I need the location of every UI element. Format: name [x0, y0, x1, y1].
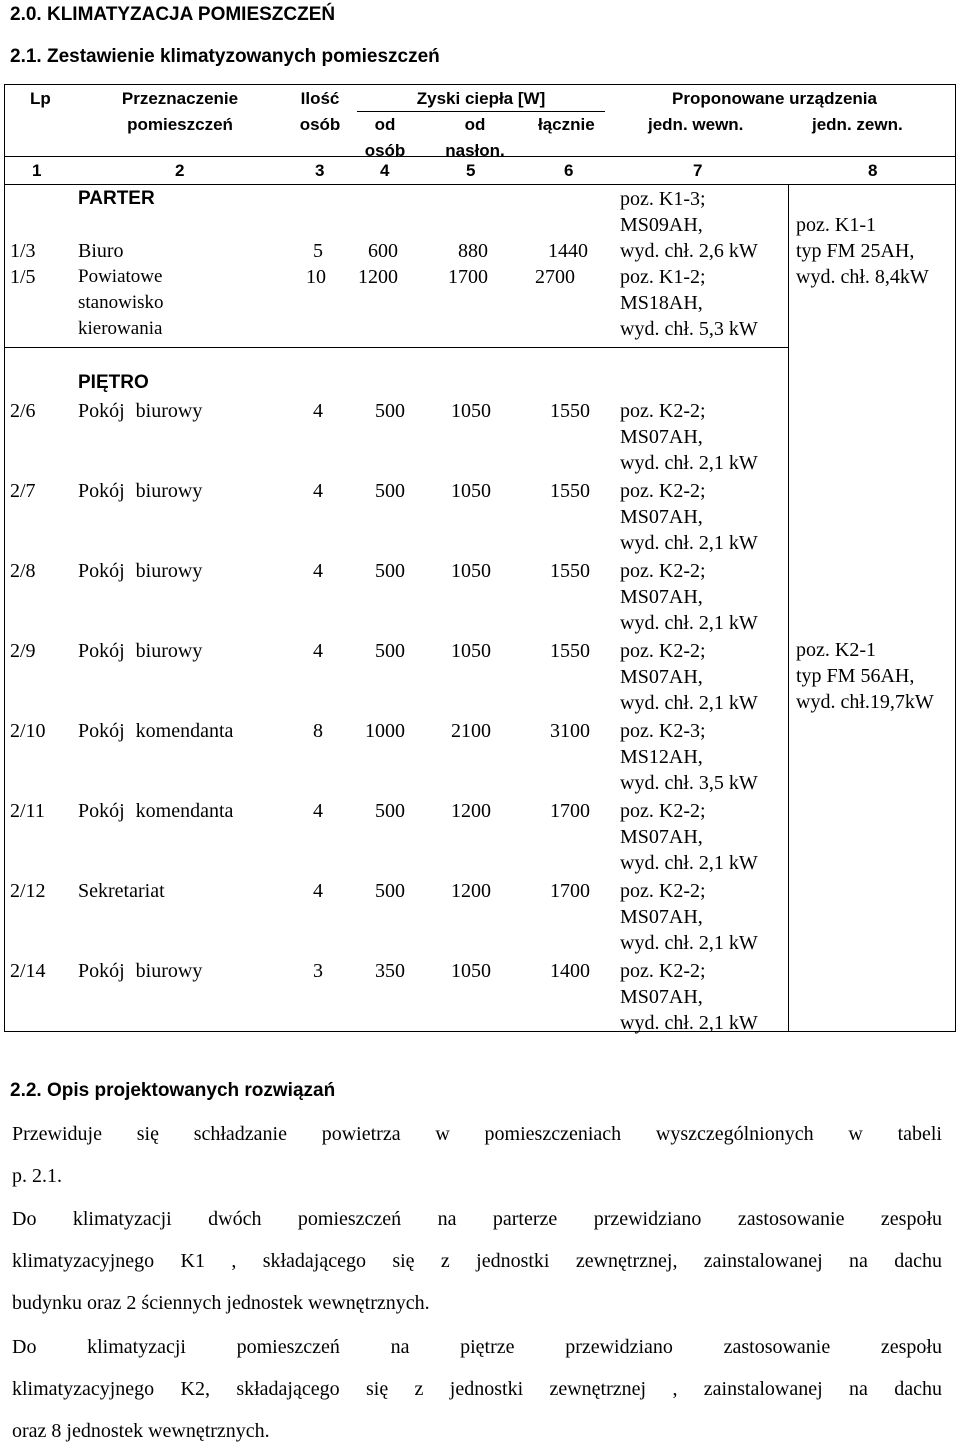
row-lp: 2/14 [10, 960, 46, 982]
row-lp: 2/11 [10, 800, 45, 822]
paragraph-line: p. 2.1. [12, 1165, 62, 1187]
row-wewn [620, 264, 758, 342]
wewn-line1: poz. K2-2; [620, 400, 706, 422]
row-osob: 4 [313, 480, 323, 502]
wewn-line2: MS07AH, [620, 506, 703, 528]
heading-opis: 2.2. Opis projektowanych rozwiązań [10, 1080, 336, 1101]
header-od-osob-line1: od [374, 115, 396, 134]
header-od-naslon-line1: od [464, 115, 486, 134]
wewn-line3: wyd. chł. 2,1 kW [620, 852, 758, 874]
parter-outdoor-unit [796, 212, 929, 290]
row-name: Biuro [78, 240, 124, 262]
row-naslon: 1200 [451, 880, 491, 902]
row-od-osob: 500 [375, 800, 405, 822]
row-lp: 1/3 [10, 240, 36, 262]
row-wewn [620, 798, 758, 876]
row-lacznie: 1550 [550, 560, 590, 582]
row-naslon: 1200 [451, 800, 491, 822]
section-pietro: PIĘTRO [78, 372, 149, 393]
header-lacznie: łącznie [538, 115, 595, 134]
row-osob: 4 [313, 880, 323, 902]
row-lacznie: 2700 [535, 266, 575, 288]
header-lp: Lp [30, 89, 51, 108]
wewn-line3: wyd. chł. 2,1 kW [620, 692, 758, 714]
row-naslon: 1050 [451, 640, 491, 662]
row-osob: 3 [313, 960, 323, 982]
row-lacznie: 3100 [550, 720, 590, 742]
pietro-outdoor-unit [796, 637, 934, 715]
paragraph-line: Przewiduje się schładzanie powietrza w pomieszczeniach wyszczególnionych w tabeli [12, 1123, 942, 1145]
column-number-8: 8 [868, 161, 878, 180]
column-divider-zewn [788, 184, 789, 1032]
wewn-line2: MS12AH, [620, 746, 703, 768]
wewn-line1: poz. K2-2; [620, 800, 706, 822]
row-name: Pokój biurowy [78, 480, 203, 502]
header-ilosc [290, 86, 350, 138]
row-lp: 2/9 [10, 640, 36, 662]
header-jedn-zewn: jedn. zewn. [812, 115, 903, 134]
wewn-line2: MS07AH, [620, 666, 703, 688]
row-od-osob: 350 [375, 960, 405, 982]
wewn-line2: MS09AH, [620, 214, 703, 236]
section-parter: PARTER [78, 188, 155, 209]
paragraph-3 [12, 1326, 942, 1452]
row-osob: 4 [313, 560, 323, 582]
wewn-line3: wyd. chł. 5,3 kW [620, 318, 758, 340]
zewn-line1: poz. K1-1 [796, 214, 876, 236]
row-od-osob: 1200 [358, 266, 398, 288]
wewn-line3: wyd. chł. 2,1 kW [620, 932, 758, 954]
wewn-line2: MS18AH, [620, 292, 703, 314]
header-ilosc-line1: Ilość [300, 89, 340, 108]
header-przeznaczenie [100, 86, 260, 138]
row-osob: 4 [313, 640, 323, 662]
row-naslon: 1700 [448, 266, 488, 288]
wewn-line2: MS07AH, [620, 826, 703, 848]
paragraph-line: Do klimatyzacji dwóch pomieszczeń na parterze przewidziano zastosowanie zespołu [12, 1208, 942, 1230]
wewn-line3: wyd. chł. 2,1 kW [620, 532, 758, 554]
table-border-top [4, 84, 956, 85]
row-name: Pokój biurowy [78, 640, 203, 662]
row-name [78, 264, 164, 342]
column-number-3: 3 [315, 161, 325, 180]
row-name: Sekretariat [78, 880, 165, 902]
row-wewn [620, 558, 758, 636]
wewn-line2: MS07AH, [620, 906, 703, 928]
wewn-line1: poz. K2-2; [620, 640, 706, 662]
row-lacznie: 1440 [548, 240, 588, 262]
row-lacznie: 1400 [550, 960, 590, 982]
column-number-1: 1 [32, 161, 42, 180]
row-od-osob: 1000 [365, 720, 405, 742]
zewn-line1: poz. K2-1 [796, 639, 876, 661]
table-border-bottom [4, 1031, 956, 1032]
wewn-line3: wyd. chł. 2,1 kW [620, 1012, 758, 1034]
wewn-line2: MS07AH, [620, 986, 703, 1008]
header-od-naslon [435, 112, 515, 164]
zewn-line2: typ FM 25AH, [796, 240, 915, 262]
header-proponowane: Proponowane urządzenia [672, 89, 877, 108]
header-od-osob [355, 112, 415, 164]
table-border-right [955, 84, 956, 1032]
row-wewn [620, 478, 758, 556]
row-lp: 2/7 [10, 480, 36, 502]
row-lacznie: 1700 [550, 880, 590, 902]
row-name-line2: stanowisko [78, 292, 164, 313]
wewn-line3: wyd. chł. 3,5 kW [620, 772, 758, 794]
paragraph-line: klimatyzacyjnego K2, składającego się z jednostki zewnętrznej , zainstalowanej na dachu [12, 1378, 942, 1400]
header-od-naslon-line2: nasłon. [445, 141, 505, 160]
row-naslon: 1050 [451, 960, 491, 982]
row-lp: 2/6 [10, 400, 36, 422]
row-name: Pokój komendanta [78, 720, 234, 742]
paragraph-1 [12, 1113, 942, 1197]
row-od-osob: 500 [375, 560, 405, 582]
wewn-line3: wyd. chł. 2,1 kW [620, 612, 758, 634]
column-number-5: 5 [466, 161, 476, 180]
heading-klimatyzacja: 2.0. KLIMATYZACJA POMIESZCZEŃ [10, 4, 336, 25]
row-name-line3: kierowania [78, 318, 163, 339]
wewn-line3: wyd. chł. 2,6 kW [620, 240, 758, 262]
row-wewn [620, 878, 758, 956]
row-od-osob: 600 [368, 240, 398, 262]
row-lp: 1/5 [10, 266, 36, 288]
row-wewn [620, 638, 758, 716]
table-border-left [4, 84, 5, 1032]
wewn-line3: wyd. chł. 2,1 kW [620, 452, 758, 474]
row-name: Pokój biurowy [78, 560, 203, 582]
wewn-line1: poz. K2-2; [620, 560, 706, 582]
row-osob: 5 [313, 240, 323, 262]
paragraph-line: oraz 8 jednostek wewnętrznych. [12, 1420, 270, 1442]
row-lp: 2/12 [10, 880, 46, 902]
row-wewn [620, 958, 758, 1036]
row-lacznie: 1700 [550, 800, 590, 822]
row-od-osob: 500 [375, 400, 405, 422]
wewn-line2: MS07AH, [620, 586, 703, 608]
header-przeznaczenie-line1: Przeznaczenie [121, 89, 239, 108]
row-naslon: 1050 [451, 560, 491, 582]
row-osob: 4 [313, 400, 323, 422]
row-lp: 2/8 [10, 560, 36, 582]
row-naslon: 2100 [451, 720, 491, 742]
column-number-4: 4 [380, 161, 390, 180]
row-lp: 2/10 [10, 720, 46, 742]
header-ilosc-line2: osób [299, 115, 341, 134]
row-osob: 4 [313, 800, 323, 822]
paragraph-line: Do klimatyzacji pomieszczeń na piętrze przewidziano zastosowanie zespołu [12, 1336, 942, 1358]
numbers-rule [4, 184, 956, 185]
row-lacznie: 1550 [550, 400, 590, 422]
paragraph-line: budynku oraz 2 ściennych jednostek wewnętrznych. [12, 1292, 430, 1314]
wewn-line1: poz. K2-2; [620, 480, 706, 502]
paragraph-2 [12, 1198, 942, 1324]
wewn-line1: poz. K2-2; [620, 960, 706, 982]
header-przeznaczenie-line2: pomieszczeń [127, 115, 233, 134]
header-jedn-wewn: jedn. wewn. [648, 115, 744, 134]
row-od-osob: 500 [375, 640, 405, 662]
wewn-line1: poz. K1-3; [620, 188, 706, 210]
row-lacznie: 1550 [550, 480, 590, 502]
row-osob: 8 [313, 720, 323, 742]
row-naslon: 880 [458, 240, 488, 262]
zewn-line3: wyd. chł. 8,4kW [796, 266, 929, 288]
header-od-osob-line2: osób [364, 141, 406, 160]
row-naslon: 1050 [451, 400, 491, 422]
column-number-6: 6 [564, 161, 574, 180]
row-osob: 10 [306, 266, 326, 288]
row-lacznie: 1550 [550, 640, 590, 662]
paragraph-line: klimatyzacyjnego K1 , składającego się z jednostki zewnętrznej, zainstalowanej na dachu [12, 1250, 942, 1272]
row-od-osob: 500 [375, 480, 405, 502]
column-number-7: 7 [693, 161, 703, 180]
row-name: Pokój biurowy [78, 960, 203, 982]
wewn-line1: poz. K2-2; [620, 880, 706, 902]
wewn-line2: MS07AH, [620, 426, 703, 448]
row-name-line1: Powiatowe [78, 266, 163, 287]
row-od-osob: 500 [375, 880, 405, 902]
row-naslon: 1050 [451, 480, 491, 502]
row-wewn [620, 186, 758, 264]
header-zyski: Zyski ciepła [W] [416, 89, 546, 108]
heading-zestawienie: 2.1. Zestawienie klimatyzowanych pomieszczeń [10, 46, 440, 67]
zewn-line3: wyd. chł.19,7kW [796, 691, 934, 713]
row-name: Pokój biurowy [78, 400, 203, 422]
pietro-separator [4, 347, 788, 348]
wewn-line1: poz. K2-3; [620, 720, 706, 742]
wewn-line1: poz. K1-2; [620, 266, 706, 288]
row-name: Pokój komendanta [78, 800, 234, 822]
zewn-line2: typ FM 56AH, [796, 665, 915, 687]
row-wewn [620, 718, 758, 796]
row-wewn [620, 398, 758, 476]
column-number-2: 2 [175, 161, 185, 180]
